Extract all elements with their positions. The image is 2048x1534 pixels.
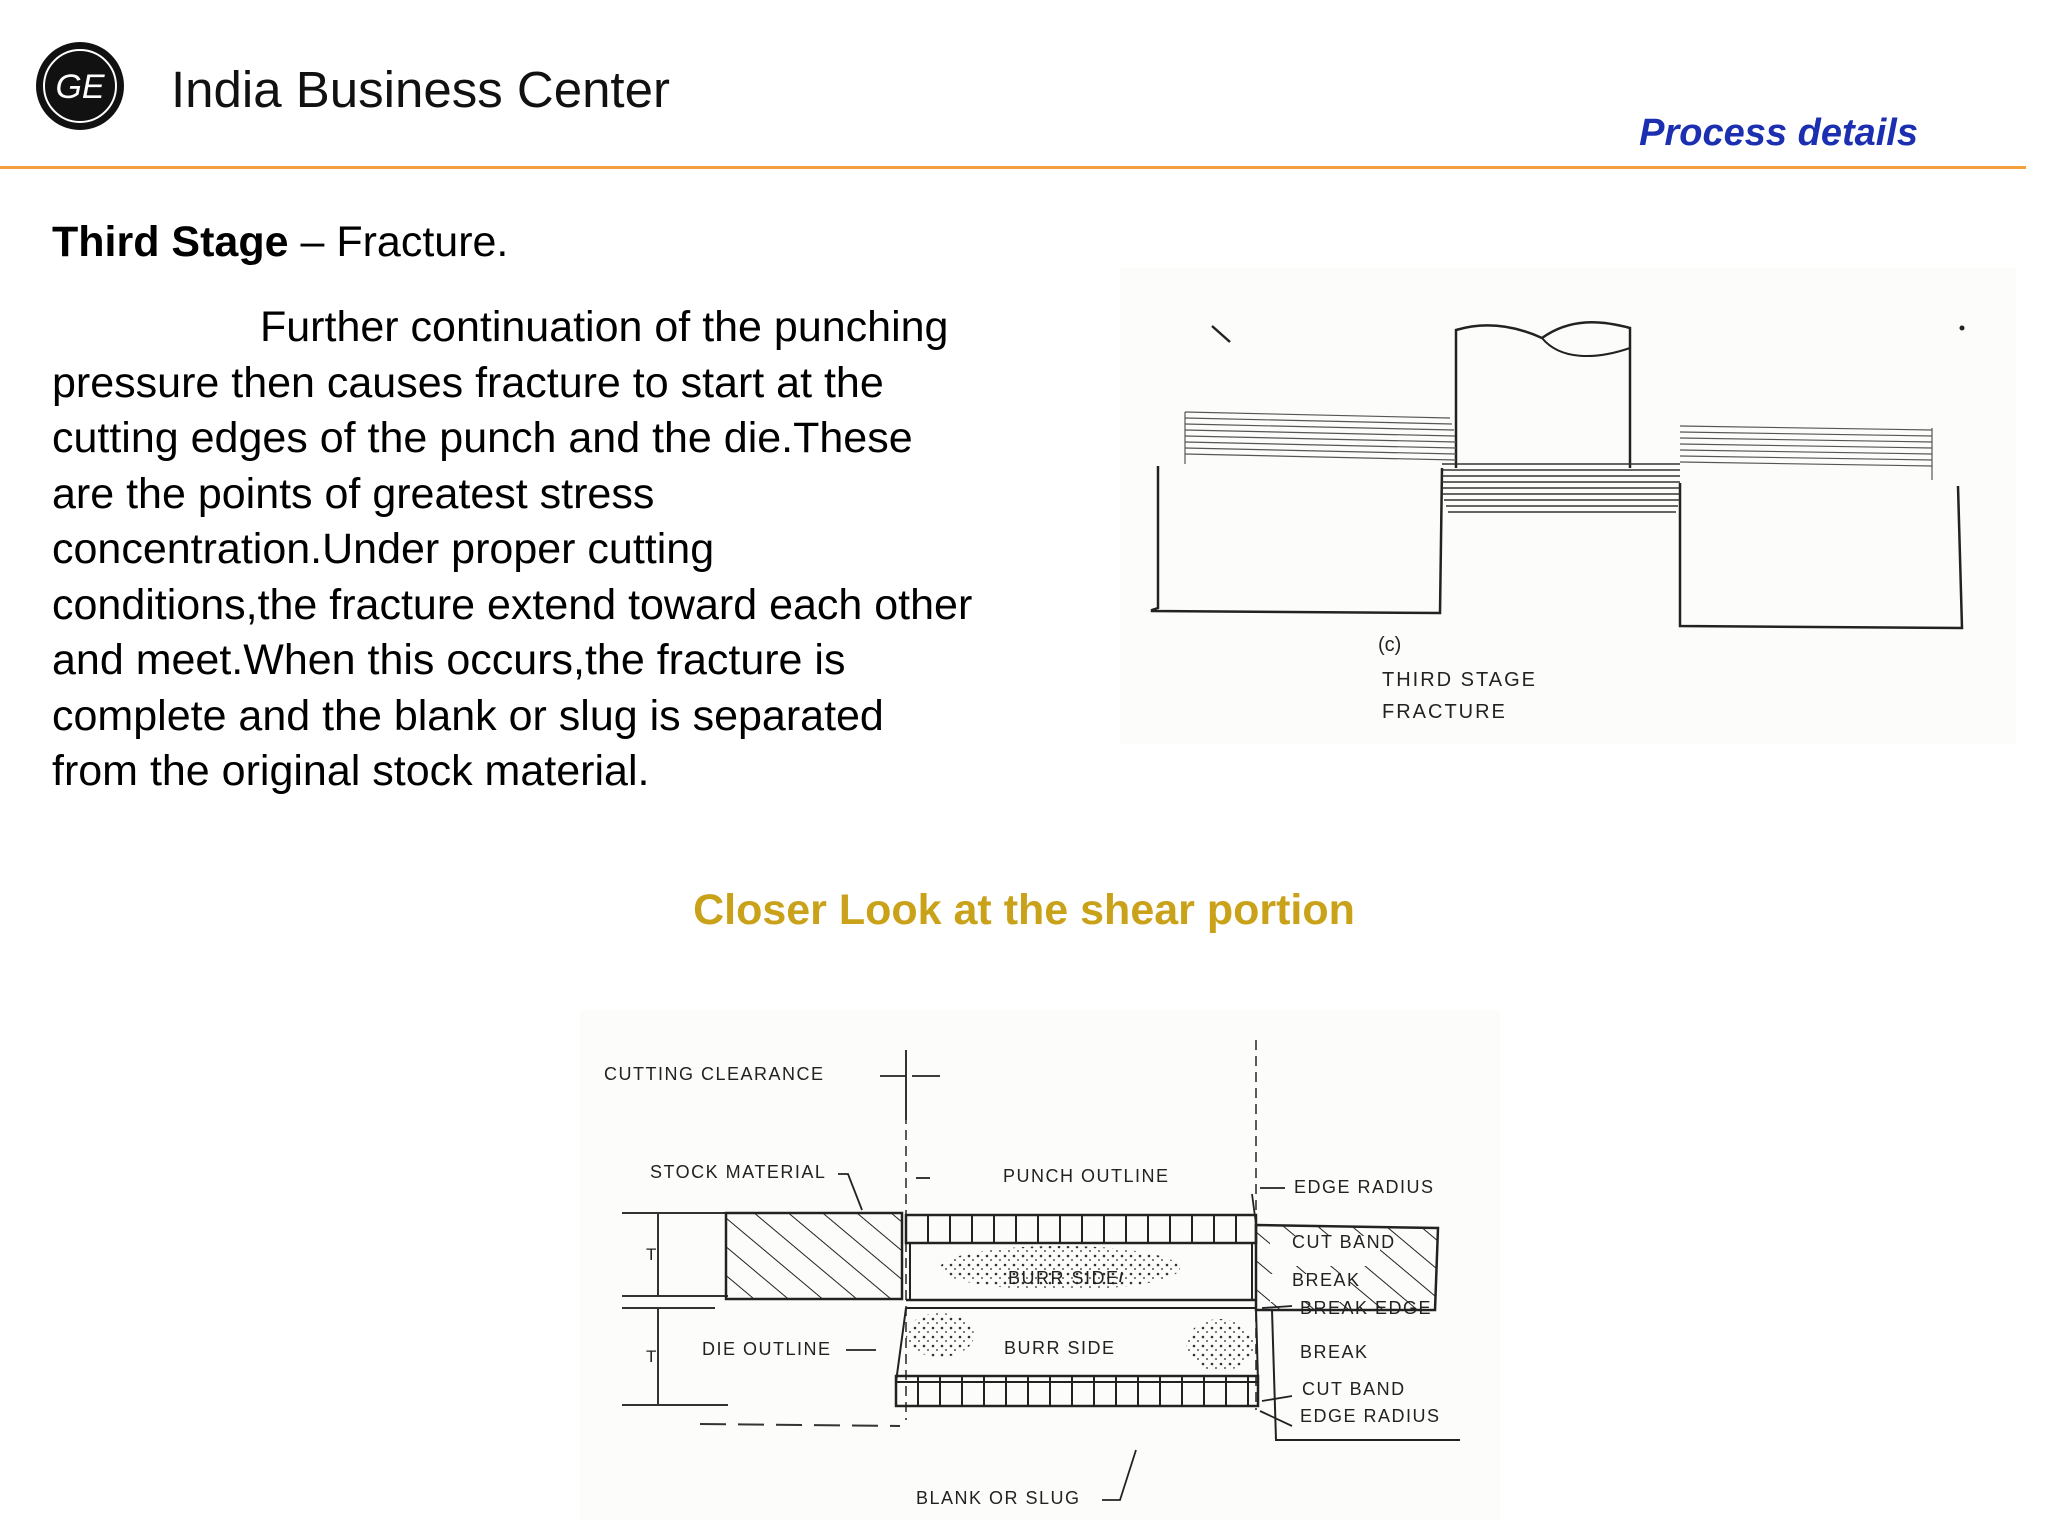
stage-heading — [52, 218, 508, 267]
center-title: India Business Center — [171, 61, 670, 118]
stage-heading-rest: – Fracture. — [288, 218, 509, 266]
paragraph-line: conditions,the fracture extend toward each other — [52, 580, 973, 629]
thickness-t2: T — [646, 1347, 657, 1366]
burr-region-left — [906, 1313, 974, 1357]
paragraph-line: and meet.When this occurs,the fracture is — [52, 636, 846, 684]
punch-outline — [1456, 322, 1630, 468]
label-punch-outline: PUNCH OUTLINE — [1003, 1166, 1170, 1186]
label-break-top: BREAK — [1292, 1270, 1361, 1290]
label-burr-side-bottom: BURR SIDE — [1004, 1338, 1116, 1358]
caption-line-2: FRACTURE — [1382, 701, 1507, 723]
stock-material-block — [726, 1213, 902, 1299]
section-label: Process details — [1639, 112, 1918, 154]
slide-header — [0, 0, 2048, 172]
left-die-outline — [1152, 466, 1442, 613]
paragraph-line: pressure then causes fracture to start at the — [52, 358, 884, 407]
fracture-zone — [1442, 464, 1680, 512]
third-stage-figure — [1120, 268, 2016, 744]
paragraph-line: are the points of greatest stress — [52, 469, 655, 518]
paragraph-line: from the original stock material. — [52, 747, 650, 795]
shear-portion-diagram — [580, 1010, 1500, 1520]
header-divider — [0, 166, 2026, 169]
caption-letter: (c) — [1378, 634, 1402, 656]
label-edge-radius-top: EDGE RADIUS — [1294, 1177, 1435, 1197]
closer-look-title: Closer Look at the shear portion — [693, 886, 1355, 934]
body-paragraph — [52, 300, 1062, 800]
svg-text:GE: GE — [55, 68, 105, 106]
label-edge-radius-bottom: EDGE RADIUS — [1300, 1406, 1441, 1426]
label-stock-material: STOCK MATERIAL — [650, 1162, 827, 1182]
right-die-outline — [1680, 483, 1962, 628]
label-cut-band-bottom: CUT BAND — [1302, 1379, 1406, 1399]
label-burr-side-top: BURR SIDE — [1008, 1268, 1120, 1288]
label-blank-or-slug: BLANK OR SLUG — [916, 1488, 1081, 1508]
label-cut-band-top: CUT BAND — [1292, 1232, 1396, 1252]
paragraph-line: Further continuation of the punching — [260, 303, 949, 351]
label-break-edge: BREAK EDGE — [1300, 1298, 1433, 1318]
right-stock-layers — [1680, 426, 1932, 480]
label-break-bottom: BREAK — [1300, 1342, 1369, 1362]
left-stock-layers — [1185, 412, 1456, 464]
stage-heading-bold: Third Stage — [52, 218, 289, 266]
label-cutting-clearance: CUTTING CLEARANCE — [604, 1064, 825, 1084]
paragraph-line: complete and the blank or slug is separated — [52, 691, 884, 740]
caption-line-1: THIRD STAGE — [1382, 669, 1537, 691]
paragraph-line: cutting edges of the punch and the die.These — [52, 414, 913, 462]
label-die-outline: DIE OUTLINE — [702, 1339, 832, 1359]
thickness-t1: T — [646, 1245, 657, 1264]
ge-logo-icon — [34, 40, 126, 132]
burr-region-right — [1186, 1319, 1254, 1371]
paragraph-line: concentration.Under proper cutting — [52, 525, 715, 573]
